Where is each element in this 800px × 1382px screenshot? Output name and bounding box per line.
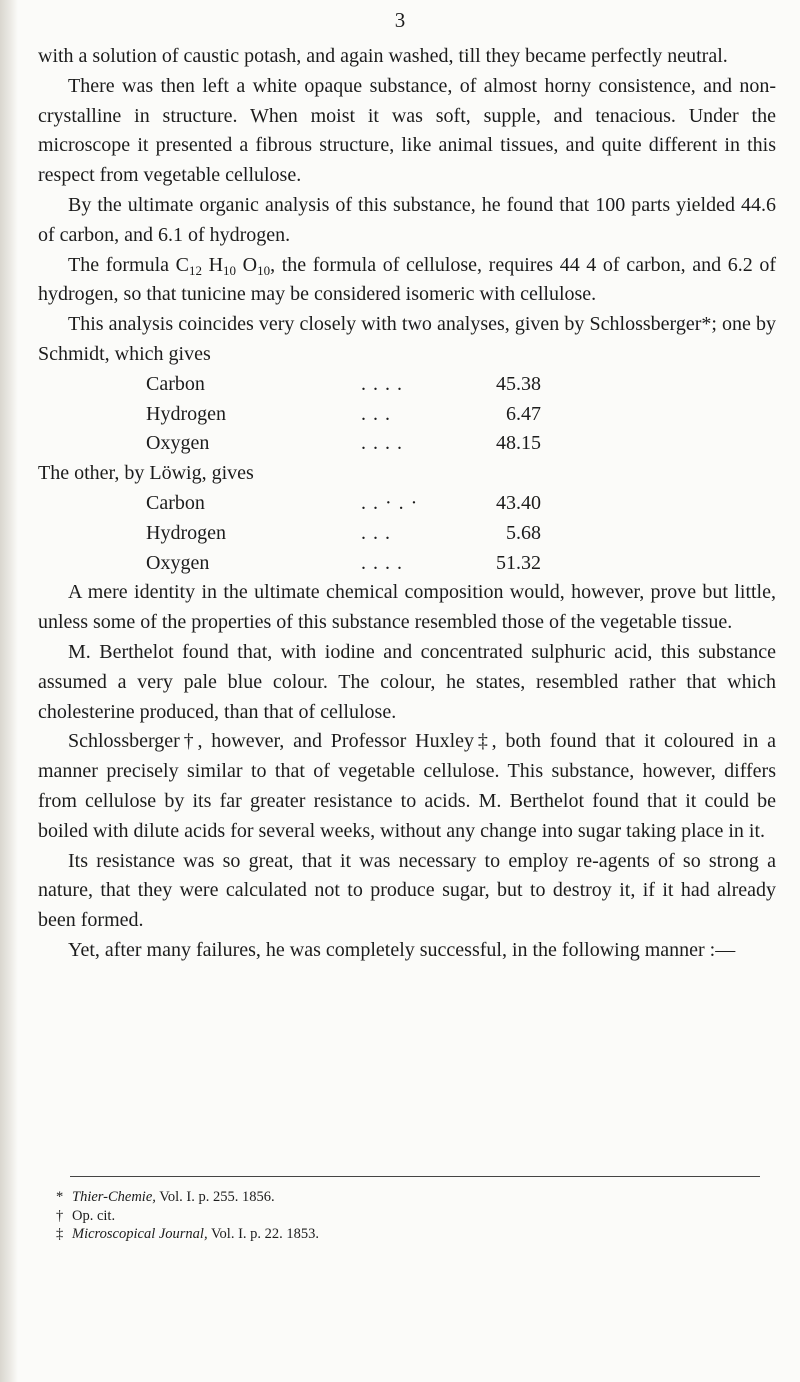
page-binding-edge bbox=[0, 0, 18, 1382]
analysis-row bbox=[38, 519, 776, 549]
paragraph-manner: Yet, after many failures, he was completely successful, in the following manner :— bbox=[68, 938, 736, 961]
footnote-divider bbox=[70, 1176, 760, 1177]
element-value: 43.40 bbox=[496, 491, 541, 514]
leader-dots: . . . bbox=[361, 402, 391, 425]
page-number: 3 bbox=[394, 8, 406, 32]
footnote-text: Vol. I. p. 22. 1853. bbox=[207, 1226, 320, 1242]
footnote-title: Thier-Chemie, bbox=[72, 1189, 156, 1205]
leader-dots: . . . bbox=[361, 521, 391, 544]
leader-dots: . . . . bbox=[361, 432, 403, 455]
paragraph-2: There was then left a white opaque substance, of almost horny consistence, and non-crystalline in structure. When moist it was soft, supple, and tenacious. Under the microscope it presented a fibrous structure, like animal tissues, and quite different in this respect from vegetable cellulose. bbox=[38, 74, 776, 187]
element-name: Carbon bbox=[146, 491, 205, 514]
paragraph-3: By the ultimate organic analysis of this substance, he found that 100 parts yielded 44.6 of carbon, and 6.1 of hydrogen. bbox=[38, 193, 776, 246]
leader-dots: . . · . · bbox=[361, 491, 419, 514]
paragraph-1: with a solution of caustic potash, and again washed, till they became perfectly neutral. bbox=[38, 45, 728, 67]
leader-dots: . . . . bbox=[361, 551, 403, 574]
element-value: 45.38 bbox=[496, 372, 541, 395]
analysis-row bbox=[38, 400, 776, 430]
formula-subscript: 12 bbox=[188, 262, 202, 278]
footnote bbox=[56, 1225, 319, 1244]
body-text bbox=[38, 42, 776, 966]
footnote-title: Microscopical Journal, bbox=[72, 1226, 208, 1242]
paragraph-resistance: Its resistance was so great, that it was necessary to employ re-agents of so strong a nature, that they were calculated not to produce sugar, but to destroy it, if it had already been formed. bbox=[38, 849, 776, 932]
footnote-mark: ‡ bbox=[56, 1226, 64, 1242]
element-value: 48.15 bbox=[496, 432, 541, 455]
formula-subscript: 10 bbox=[223, 262, 237, 278]
element-name: Oxygen bbox=[146, 551, 210, 574]
element-name: Hydrogen bbox=[146, 521, 226, 544]
footnote bbox=[56, 1188, 319, 1207]
formula-paragraph: The formula $C_{12}$ $H_{10}$ $O_{10}$, the formula of cellulose, requires 44 4 of carbon, and 6.2 of hydrogen, so that tunicine may be considered isomeric with cellulose. bbox=[38, 253, 776, 306]
analysis-row bbox=[38, 489, 776, 519]
footnote bbox=[56, 1207, 319, 1226]
footnote-mark: * bbox=[56, 1189, 64, 1205]
analysis-other-intro: The other, by Löwig, gives bbox=[38, 462, 254, 485]
footnotes bbox=[56, 1188, 319, 1244]
element-value: 6.47 bbox=[506, 402, 541, 425]
paragraph-schlossberger: Schlossberger†, however, and Professor Huxley‡, both found that it coloured in a manner precisely similar to that of vegetable cellulose. This substance, however, differs from cellulose by its far greater resistance to acids. M. Berthelot found that it could be boiled with dilute acids for several weeks, without any change into sugar taking place in it. bbox=[38, 730, 776, 842]
footnote-mark: † bbox=[56, 1207, 64, 1224]
paragraph-identity: A mere identity in the ultimate chemical composition would, however, prove but little, unless some of the properties of this substance resembled those of the vegetable tissue. bbox=[38, 581, 776, 634]
paragraph-berthelot: M. Berthelot found that, with iodine and concentrated sulphuric acid, this substance assumed a very pale blue colour. The colour, he states, resembled rather that which cholesterine produced, than that of cellulose. bbox=[38, 640, 776, 723]
analysis-table-schmidt bbox=[38, 370, 776, 459]
element-name: Carbon bbox=[146, 372, 205, 395]
element-value: 5.68 bbox=[506, 521, 541, 544]
analysis-row bbox=[38, 370, 776, 400]
analysis-table-lowig bbox=[38, 489, 776, 578]
analysis-intro: This analysis coincides very closely with two analyses, given by Schlossberger*; one by Schmidt, which gives bbox=[38, 313, 776, 365]
analysis-row bbox=[38, 549, 776, 579]
footnote-text: Vol. I. p. 255. 1856. bbox=[155, 1189, 275, 1205]
formula-subscript: 10 bbox=[257, 262, 271, 278]
element-name: Oxygen bbox=[146, 432, 210, 455]
footnote-text: Op. cit. bbox=[72, 1207, 116, 1224]
leader-dots: . . . . bbox=[361, 372, 403, 395]
element-value: 51.32 bbox=[496, 551, 541, 574]
analysis-row bbox=[38, 429, 776, 459]
element-name: Hydrogen bbox=[146, 402, 226, 425]
